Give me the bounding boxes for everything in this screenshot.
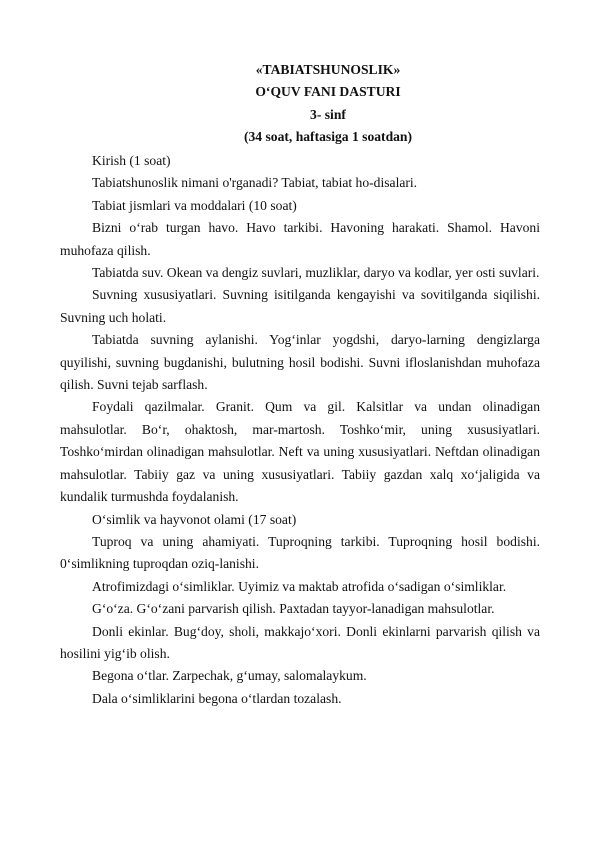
paragraph: Begona o‘tlar. Zarpechak, g‘umay, salomalaykum. xyxy=(92,668,367,684)
grade-label: 3- sinf xyxy=(310,107,346,122)
document-subtitle: O‘QUV FANI DASTURI xyxy=(255,84,401,99)
paragraph: Tabiatshunoslik nimani o'rganadi? Tabiat, tabiat ho-disalari. xyxy=(92,175,418,191)
document-body xyxy=(60,150,540,710)
section-heading-flora-fauna: O‘simlik va hayvonot olami (17 soat) xyxy=(92,511,297,527)
paragraph: Dala o‘simliklarini begona o‘tlardan tozalash. xyxy=(92,690,342,706)
document-title: «TABIATSHUNOSLIK» xyxy=(255,62,401,77)
section-heading-bodies: Tabiat jismlari va moddalari (10 soat) xyxy=(92,197,297,213)
paragraph: Atrofimizdagi o‘simliklar. Uyimiz va maktab atrofida o‘sadigan o‘simliklar. xyxy=(92,578,507,594)
paragraph: G‘o‘za. G‘o‘zani parvarish qilish. Paxtadan tayyor-lanadigan mahsulotlar. xyxy=(92,601,495,617)
paragraph: Foydali qazilmalar. Granit. Qum va gil. Kalsitlar va undan olinadigan mahsulotlar. Bo‘r, ohaktosh, mar-martosh. Toshko‘mir, uning xususiyatlari. Toshko‘mirdan olinadigan mahsulotlar. Neft va uning xususiyatlari. Neftdan olinadigan mahsulotlar. Tabiiy gaz va uning xususiyatlari. Tabiiy gazdan xalq xo‘jaligida va kundalik turmushda foydalanish. xyxy=(60,399,540,505)
section-heading-intro: Kirish (1 soat) xyxy=(92,153,171,168)
paragraph: Bizni o‘rab turgan havo. Havo tarkibi. Havoning harakati. Shamol. Havoni muhofaza qilish. xyxy=(60,220,540,258)
hours-note: (34 soat, haftasiga 1 soatdan) xyxy=(243,129,413,144)
paragraph: Tabiatda suv. Okean va dengiz suvlari, muzliklar, daryo va kodlar, yer osti suvlari. xyxy=(92,265,540,281)
paragraph: Tuproq va uning ahamiyati. Tuproqning tarkibi. Tuproqning hosil bodishi. 0‘simlikning tuproqdan oziq-lanishi. xyxy=(60,533,540,572)
paragraph: Donli ekinlar. Bug‘doy, sholi, makkajo‘xori. Donli ekinlarni parvarish qilish va hosilini yig‘ib olish. xyxy=(60,623,540,661)
paragraph: Suvning xususiyatlari. Suvning isitilganda kengayishi va sovitilganda siqilishi. Suvning uch holati. xyxy=(60,287,540,325)
paragraph: Tabiatda suvning aylanishi. Yog‘inlar yogdshi, daryo-larning dengizlarga quyilishi, suvning bugdanishi, bulutning hosil bodishi. Suvni ifloslanishdan muhofaza qilish. Suvni tejab sarflash. xyxy=(60,332,540,393)
